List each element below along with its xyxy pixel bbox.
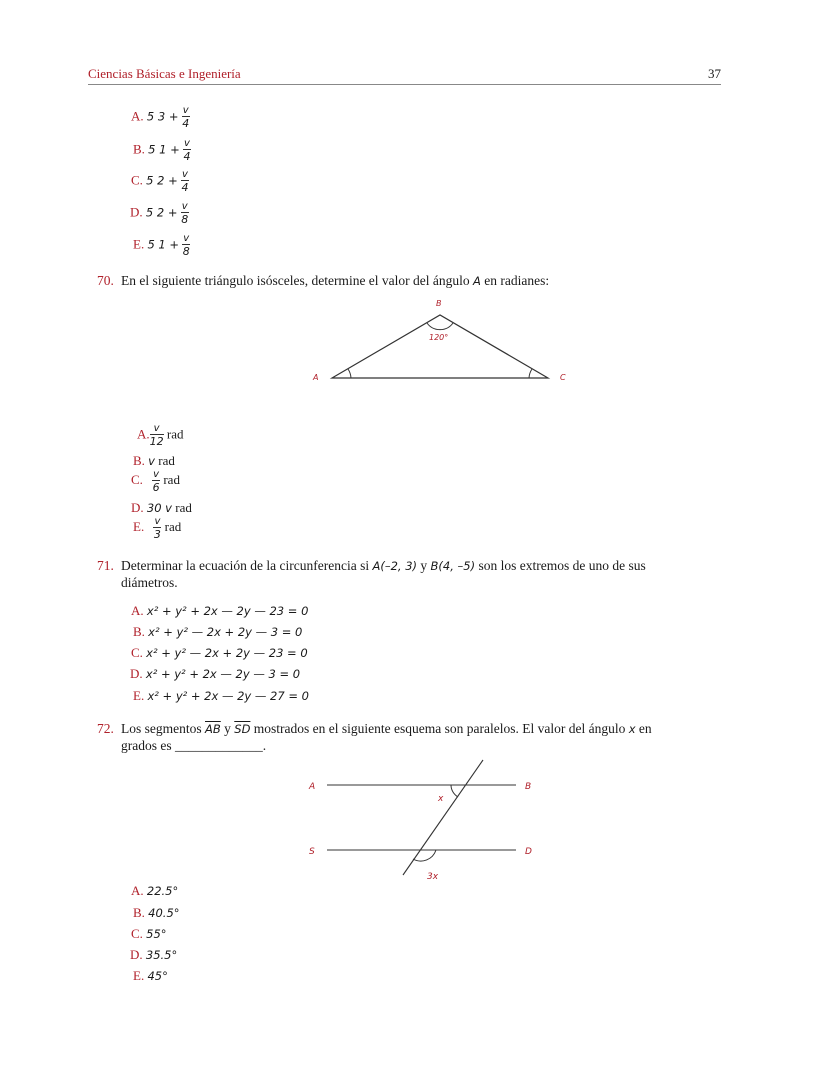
answer-blank: _____________ — [175, 738, 263, 753]
fraction: $\frac{v}{4}$ — [183, 138, 191, 163]
label-d: D — [525, 847, 532, 857]
option-b: B. v rad — [133, 453, 175, 468]
option-a: A. 5 3 + $\frac{v}{4}$ — [131, 105, 190, 130]
option-c: C. 55° — [131, 926, 167, 941]
option-d: D. 30 v rad — [131, 500, 192, 515]
option-b: B. 40.5° — [133, 905, 180, 920]
option-e: E. 5 1 + $\frac{v}{8}$ — [133, 233, 190, 258]
fraction: $\frac{v}{4}$ — [181, 169, 189, 194]
label-b: B — [525, 782, 532, 792]
vertex-b-label: B — [436, 299, 442, 308]
question-72: 72. Los segmentos $\overline{AB}$ y $\overline{SD}$ mostrados en el siguiente esquema son paralelos. El valor del ángulo x en — [97, 721, 652, 736]
option-a: A. $\frac{v}{12}$ rad — [137, 423, 184, 448]
angle-b-label: 120° — [429, 333, 449, 342]
option-e: E. $\frac{v}{3}$ rad — [133, 515, 182, 541]
question-70: 70. En el siguiente triángulo isósceles, determine el valor del ángulo A en radianes: — [97, 273, 550, 288]
option-e: E. x² + y² + 2x — 2y — 27 = 0 — [133, 688, 309, 703]
question-71-line2: diámetros. — [121, 575, 178, 590]
label-s: S — [309, 847, 315, 857]
fraction: $\frac{v}{4}$ — [182, 105, 190, 130]
angle-3x-label: 3x — [427, 872, 439, 882]
option-b: B. 5 1 + $\frac{v}{4}$ — [133, 138, 191, 163]
page-header — [88, 66, 721, 85]
parallel-lines-figure — [300, 755, 550, 885]
label-a: A — [309, 782, 316, 792]
isosceles-triangle-figure — [300, 295, 580, 390]
question-72-line2: grados es _____________. — [121, 738, 267, 753]
option-c: C. x² + y² — 2x + 2y — 23 = 0 — [131, 645, 308, 660]
fraction: $\frac{v}{8}$ — [181, 201, 189, 226]
vertex-a-label: A — [313, 373, 319, 382]
option-a: A. x² + y² + 2x — 2y — 23 = 0 — [131, 603, 309, 618]
fraction: $\frac{v}{8}$ — [182, 233, 190, 258]
option-d: D. x² + y² + 2x — 2y — 3 = 0 — [130, 666, 301, 681]
option-b: B. x² + y² — 2x + 2y — 3 = 0 — [133, 624, 303, 639]
vertex-c-label: C — [560, 373, 566, 382]
option-a: A. 22.5° — [131, 883, 179, 898]
running-title: Ciencias Básicas e Ingeniería — [88, 66, 241, 81]
page-number: 37 — [708, 66, 721, 81]
angle-x-label: x — [438, 794, 444, 804]
option-c: C. 5 2 + $\frac{v}{4}$ — [131, 169, 189, 194]
option-c: C. $\frac{v}{6}$ rad — [131, 468, 180, 494]
option-d: D. 5 2 + $\frac{v}{8}$ — [130, 201, 189, 226]
option-d: D. 35.5° — [130, 947, 178, 962]
question-71: 71. Determinar la ecuación de la circunferencia si A(–2, 3) y B(4, –5) son los extremos de uno de sus — [97, 558, 646, 573]
option-e: E. 45° — [133, 968, 168, 983]
